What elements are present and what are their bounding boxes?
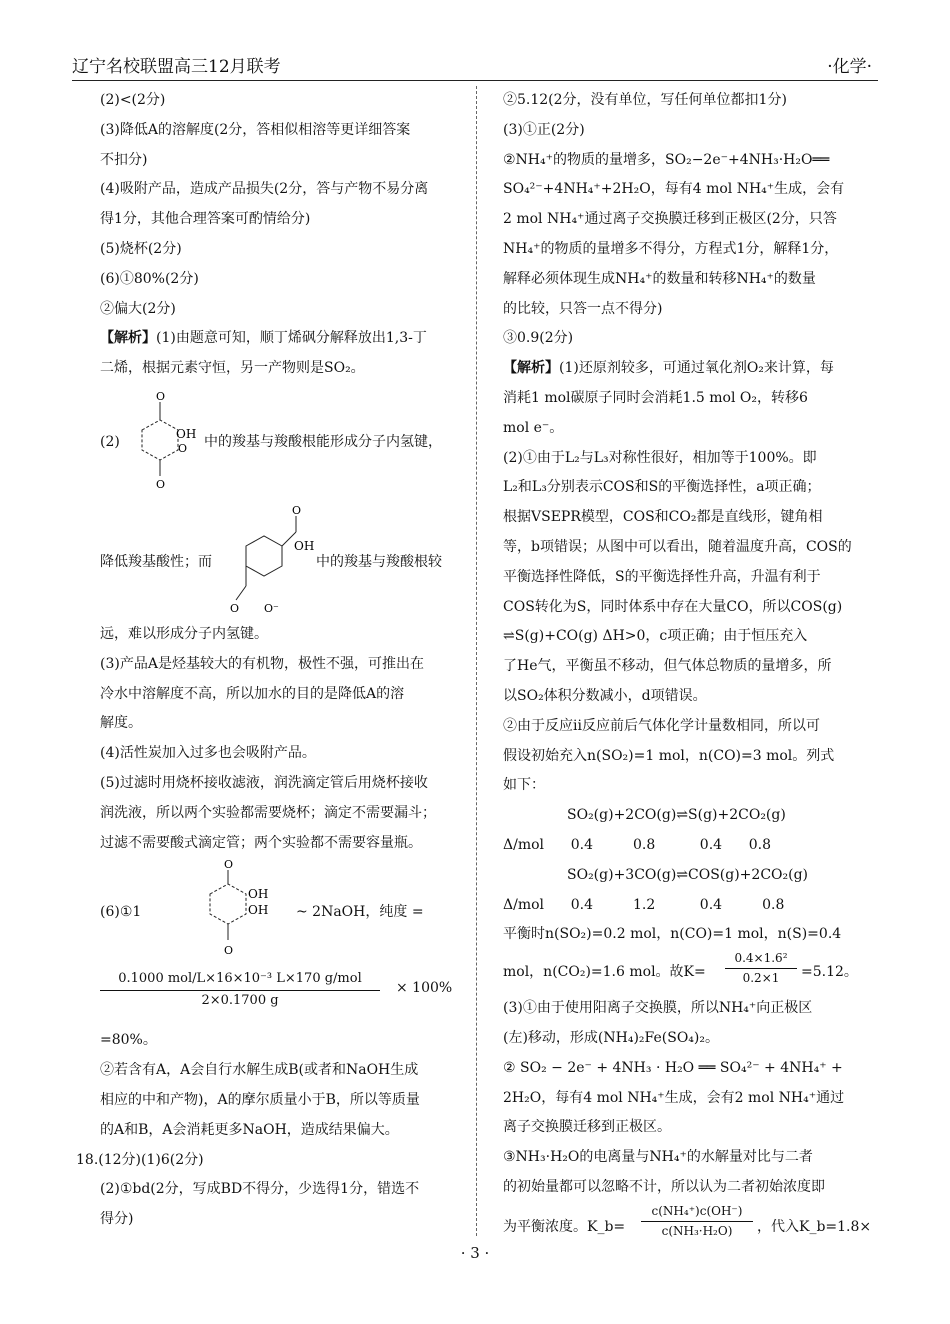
analysis-line: (3)产品A是烃基较大的有机物，极性不强，可推出在: [100, 655, 424, 672]
equation-1: SO₂(g)+2CO(g)⇌S(g)+2CO₂(g): [567, 807, 786, 824]
header-rule: [72, 80, 878, 81]
atom-o: O: [178, 441, 188, 455]
answer-line: ②5.12(2分，没有单位，写任何单位都扣1分): [503, 92, 787, 108]
purity-fraction: 0.1000 mol/L×16×10⁻³ L×170 g/mol 2×0.1700 g × 100%: [100, 968, 472, 1026]
analysis-line: 平衡时n(SO₂)=0.2 mol，n(CO)=1 mol，n(S)=0.4: [503, 926, 842, 943]
analysis-line: 【解析】(1)还原剂较多，可通过氧化剂O₂来计算，每: [503, 360, 834, 377]
analysis-line: 润洗液，所以两个实验都需要烧杯；滴定不需要漏斗；: [100, 804, 436, 821]
header-title: 辽宁名校联盟高三12月联考: [72, 57, 281, 77]
analysis-line: ② SO₂ − 2e⁻ + 4NH₃ · H₂O ══ SO₄²⁻ + 4NH₄⁺ +: [503, 1059, 843, 1076]
answer-line: 不扣分): [100, 151, 148, 168]
phthalic-structure: [188, 858, 288, 968]
analysis-line: 根据VSEPR模型，COS和CO₂都是直线形，键角相: [503, 509, 823, 526]
answer-line: ③0.9(2分): [503, 330, 574, 347]
column-divider: [476, 86, 477, 1236]
atom-o: O: [292, 503, 302, 517]
analysis-line: ②由于反应ii反应前后气体化学计量数相同，所以可: [503, 717, 820, 734]
analysis-line: =80%。: [100, 1032, 157, 1049]
analysis-line: L₂和L₃分别表示COS和S的平衡选择性，a项正确；: [503, 479, 821, 496]
answer-line: (6)①80%(2分): [100, 270, 199, 287]
analysis-line: 了He气，平衡虽不移动，但气体总物质的量增多，所: [503, 658, 832, 675]
answer-line: ②偏大(2分): [100, 300, 176, 317]
atom-oh: OH: [248, 887, 269, 902]
structure-row-1: (2) O O OH O 中的羧基与羧酸根能形成分子内氢键，: [100, 384, 472, 502]
analysis-line: ③NH₃·H₂O的电离量与NH₄⁺的水解量对比与二者: [503, 1149, 813, 1166]
structure-row-2: 降低羧基酸性；而 O OH O O⁻ 中的羧基与羧酸根较: [100, 502, 472, 620]
trans-structure: [224, 502, 320, 620]
answer-line: 2 mol NH₄⁺通过离子交换膜迁移到正极区(2分，只答: [503, 211, 837, 228]
analysis-line: 等，b项错误；从图中可以看出，随着温度升高，COS的: [503, 538, 852, 555]
analysis-line: 二烯，根据元素守恒，另一产物则是SO₂。: [100, 360, 365, 377]
atom-o: O: [156, 477, 166, 491]
kb-fraction-line: 为平衡浓度。K_b= c(NH₄⁺)c(OH⁻) c(NH₃·H₂O) ，代入K_b=1.8×: [503, 1203, 872, 1238]
analysis-line: 如下：: [503, 777, 545, 794]
analysis-line: 消耗1 mol碳原子同时会消耗1.5 mol O₂，转移6: [503, 389, 808, 406]
atom-oh: OH: [294, 538, 315, 553]
atom-oh: OH: [176, 426, 197, 441]
analysis-line: COS转化为S，同时体系中存在大量CO，所以COS(g): [503, 598, 843, 615]
analysis-line: 以SO₂体积分数减小，d项错误。: [503, 687, 707, 704]
analysis-line: 2H₂O，每有4 mol NH₄⁺生成，会有2 mol NH₄⁺通过: [503, 1089, 845, 1106]
answer-line: 得1分，其他合理答案可酌情给分): [100, 211, 311, 228]
analysis-tag: 【解析】: [503, 360, 559, 377]
left-column: [76, 86, 472, 1235]
right-column: [503, 86, 876, 1247]
atom-o: O: [156, 389, 166, 403]
equation-2: SO₂(g)+3CO(g)⇌COS(g)+2CO₂(g): [567, 866, 809, 883]
analysis-line: 解度。: [100, 715, 142, 732]
answer-line: 解释必须体现生成NH₄⁺的数量和转移NH₄⁺的数量: [503, 270, 816, 287]
analysis-line: 远，难以形成分子内氢键。: [100, 625, 268, 642]
analysis-line: 过滤不需要酸式滴定管；两个实验都不需要容量瓶。: [100, 834, 422, 851]
analysis-tag: 【解析】: [100, 330, 156, 347]
question-18: 18.(12分)(1)6(2分): [76, 1151, 204, 1168]
analysis-line: 的初始量都可以忽略不计，所以认为二者初始浓度即: [503, 1178, 825, 1195]
answer-line: (5)烧杯(2分): [100, 240, 182, 257]
analysis-line: (3)①由于使用阳离子交换膜，所以NH₄⁺向正极区: [503, 1000, 813, 1017]
intramolecular-hbond-structure: [120, 384, 210, 502]
analysis-line: 离子交换膜迁移到正极区。: [503, 1119, 671, 1136]
atom-o: O: [224, 944, 234, 958]
k-fraction-line: mol，n(CO₂)=1.6 mol。故K= 0.4×1.6² 0.2×1 =5.12。: [503, 951, 858, 986]
analysis-line: (5)过滤时用烧杯接收滤液，润洗滴定管后用烧杯接收: [100, 774, 428, 791]
answer-line: 得分): [100, 1211, 134, 1228]
atom-oh: OH: [248, 903, 269, 918]
analysis-line: ②若含有A，A会自行水解生成B(或者和NaOH生成: [100, 1062, 419, 1079]
analysis-line: 假设初始充入n(SO₂)=1 mol，n(CO)=3 mol。列式: [503, 747, 835, 764]
answer-line: 的比较，只答一点不得分): [503, 300, 663, 317]
analysis-line: (2)①由于L₂与L₃对称性很好，相加等于100%。即: [503, 449, 817, 466]
analysis-line: (左)移动，形成(NH₄)₂Fe(SO₄)₂。: [503, 1029, 719, 1046]
atom-o-minus: O⁻: [264, 601, 279, 615]
answer-line: SO₄²⁻+4NH₄⁺+2H₂O，每有4 mol NH₄⁺生成，会有: [503, 181, 845, 198]
answer-line: (2)<(2分): [100, 92, 166, 108]
answer-line: NH₄⁺的物质的量增多不得分，方程式1分，解释1分，: [503, 240, 839, 257]
answer-line: (3)降低A的溶解度(2分，答相似相溶等更详细答案: [100, 121, 411, 138]
analysis-line: 【解析】(1)由题意可知，顺丁烯砜分解释放出1,3-丁: [100, 330, 427, 347]
header-subject: ·化学·: [827, 57, 872, 77]
analysis-line: mol e⁻。: [503, 419, 564, 436]
analysis-line: (4)活性炭加入过多也会吸附产品。: [100, 745, 316, 762]
answer-line: ②NH₄⁺的物质的量增多，SO₂−2e⁻+4NH₃·H₂O══: [503, 151, 830, 168]
page-number: · 3 ·: [460, 1244, 490, 1262]
answer-line: (2)①bd(2分，写成BD不得分，少选得1分，错选不: [100, 1181, 420, 1198]
structure-row-3: (6)①1 O OH OH O ~ 2NaOH，纯度 =: [100, 858, 472, 968]
equation-2-delta: Δ/mol 0.4 1.2 0.4 0.8: [503, 896, 785, 913]
atom-o: O: [230, 601, 240, 615]
equation-1-delta: Δ/mol 0.4 0.8 0.4 0.8: [503, 836, 772, 853]
analysis-line: 相应的中和产物)，A的摩尔质量小于B，所以等质量: [100, 1091, 420, 1108]
analysis-line: ⇌S(g)+CO(g) ΔH>0，c项正确；由于恒压充入: [503, 628, 808, 645]
analysis-line: 的A和B，A会消耗更多NaOH，造成结果偏大。: [100, 1121, 399, 1138]
answer-line: (3)①正(2分): [503, 121, 585, 138]
answer-line: (4)吸附产品，造成产品损失(2分，答与产物不易分离: [100, 181, 429, 198]
atom-o: O: [224, 858, 234, 872]
analysis-line: 平衡选择性降低，S的平衡选择性升高，升温有利于: [503, 568, 821, 585]
analysis-line: 冷水中溶解度不高，所以加水的目的是降低A的溶: [100, 685, 405, 702]
